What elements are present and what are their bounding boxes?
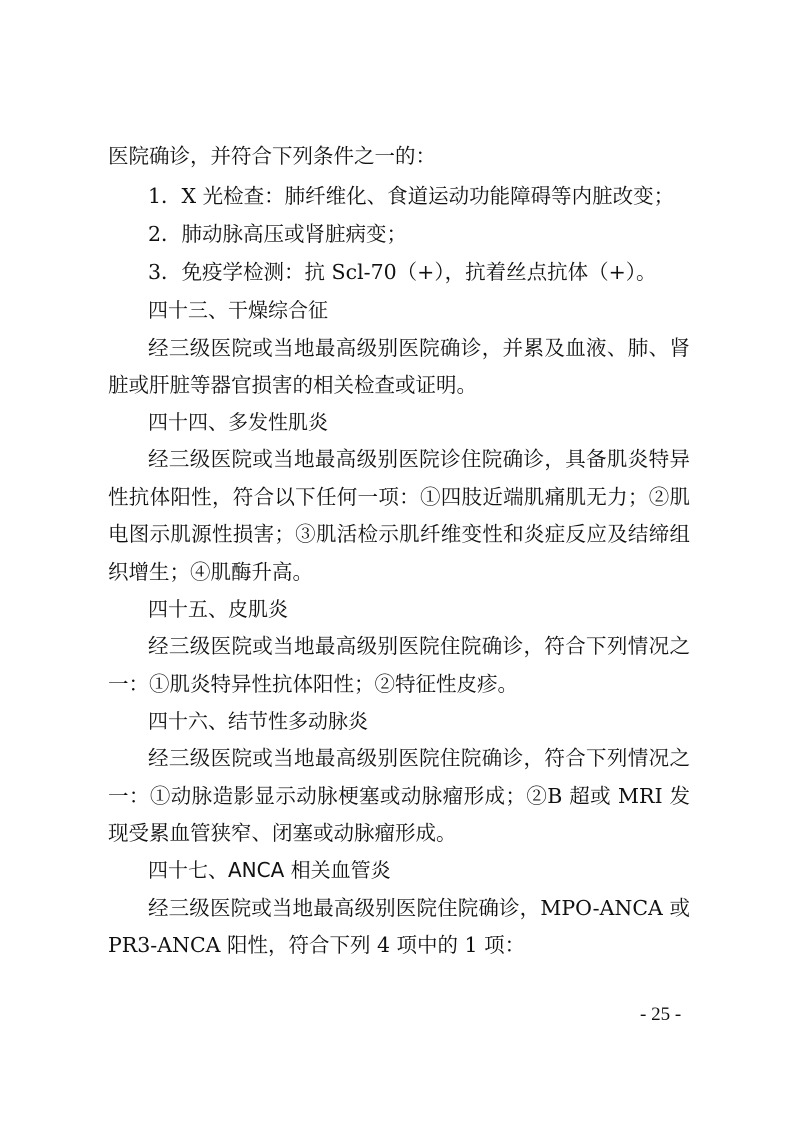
section-heading-47: 四十七、ANCA 相关血管炎: [148, 858, 391, 882]
section-heading-43: 四十三、干燥综合征: [148, 298, 328, 322]
list-item-xray: 1．X 光检查：肺纤维化、食道运动功能障碍等内脏改变；: [148, 184, 675, 208]
paragraph-line: 现受累血管狭窄、闭塞或动脉瘤形成。: [108, 821, 457, 845]
paragraph-line: 经三级医院或当地最高级别医院住院确诊，MPO-ANCA 或: [148, 896, 690, 920]
paragraph-line: 性抗体阳性，符合以下任何一项：①四肢近端肌痛肌无力；②肌: [108, 485, 690, 509]
paragraph-line: 医院确诊，并符合下列条件之一的：: [108, 144, 436, 168]
paragraph-line: PR3-ANCA 阳性，符合下列 4 项中的 1 项：: [108, 933, 526, 957]
page-number: - 25 -: [640, 1004, 682, 1025]
section-heading-45: 四十五、皮肌炎: [148, 597, 288, 621]
paragraph-line: 经三级医院或当地最高级别医院诊住院确诊，具备肌炎特异: [148, 447, 690, 471]
section-heading-46: 四十六、结节性多动脉炎: [148, 709, 368, 733]
section-heading-44: 四十四、多发性肌炎: [148, 410, 328, 434]
paragraph-line: 一：①肌炎特异性抗体阳性；②特征性皮疹。: [108, 672, 518, 696]
paragraph-line: 脏或肝脏等器官损害的相关检查或证明。: [108, 373, 477, 397]
paragraph-line: 织增生；④肌酶升高。: [108, 560, 313, 584]
paragraph-line: 经三级医院或当地最高级别医院住院确诊，符合下列情况之: [148, 634, 690, 658]
paragraph-line: 经三级医院或当地最高级别医院住院确诊，符合下列情况之: [148, 746, 690, 770]
list-item-pulmonary: 2．肺动脉高压或肾脏病变；: [148, 222, 408, 246]
list-item-immunology: 3．免疫学检测：抗 Scl-70（+），抗着丝点抗体（+）。: [148, 260, 657, 284]
paragraph-line: 电图示肌源性损害；③肌活检示肌纤维变性和炎症反应及结缔组: [108, 522, 690, 546]
paragraph-line: 一：①动脉造影显示动脉梗塞或动脉瘤形成；②B 超或 MRI 发: [108, 784, 690, 808]
paragraph-line: 经三级医院或当地最高级别医院确诊，并累及血液、肺、肾: [148, 336, 690, 360]
